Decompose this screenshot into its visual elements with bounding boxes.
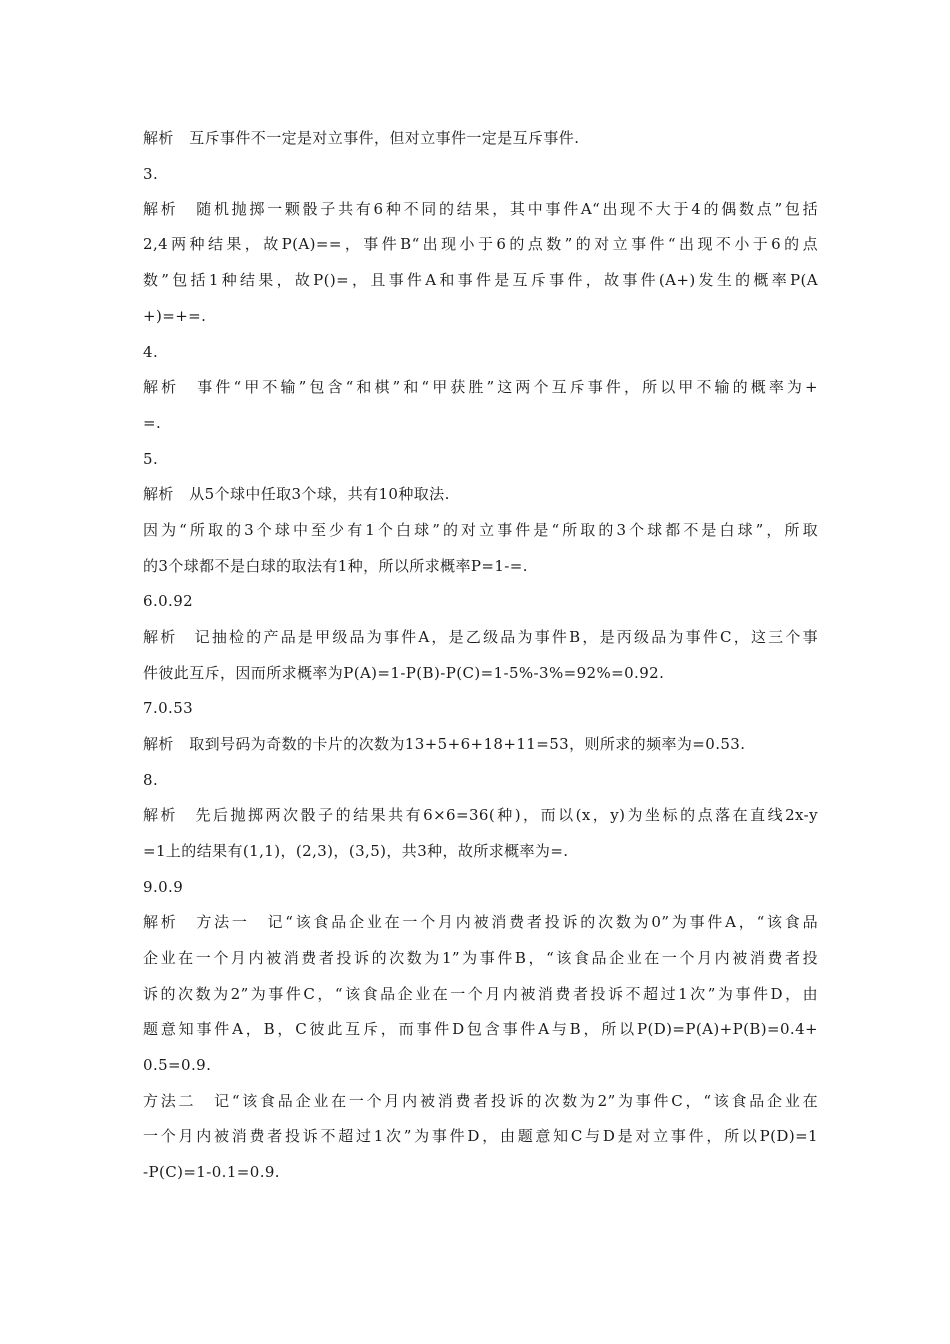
text-line: 2,4两种结果，故P(A)==，事件B“出现小于6的点数”的对立事件“出现不小于6的点 — [143, 235, 818, 253]
text-line: 解析 先后抛掷两次骰子的结果共有6×6=36(种)，而以(x，y)为坐标的点落在直线2x-y — [143, 806, 818, 824]
text-line: 6.0.92 — [143, 592, 194, 610]
text-line: 7.0.53 — [143, 699, 194, 717]
text-line: 解析 互斥事件不一定是对立事件，但对立事件一定是互斥事件. — [143, 129, 580, 147]
text-line: 8. — [143, 771, 159, 789]
text-line: 诉的次数为2”为事件C，“该食品企业在一个月内被消费者投诉不超过1次”为事件D，由 — [143, 985, 818, 1003]
text-line: 解析 取到号码为奇数的卡片的次数为13+5+6+18+11=53，则所求的频率为=0.53. — [143, 735, 746, 753]
text-line: =1上的结果有(1,1)，(2,3)，(3,5)，共3种，故所求概率为=. — [143, 842, 569, 860]
text-line: 方法二 记“该食品企业在一个月内被消费者投诉的次数为2”为事件C，“该食品企业在 — [143, 1092, 818, 1110]
text-line: 企业在一个月内被消费者投诉的次数为1”为事件B，“该食品企业在一个月内被消费者投 — [143, 949, 818, 967]
text-line: 件彼此互斥，因而所求概率为P(A)=1-P(B)-P(C)=1-5%-3%=92%=0.92. — [143, 664, 665, 682]
text-line: +)=+=. — [143, 307, 207, 325]
text-line: -P(C)=1-0.1=0.9. — [143, 1163, 280, 1181]
text-line: 因为“所取的3个球中至少有1个白球”的对立事件是“所取的3个球都不是白球”，所取 — [143, 521, 818, 539]
text-line: 解析 随机抛掷一颗骰子共有6种不同的结果，其中事件A“出现不大于4的偶数点”包括 — [143, 200, 818, 218]
text-line: 解析 方法一 记“该食品企业在一个月内被消费者投诉的次数为0”为事件A，“该食品 — [143, 913, 818, 931]
text-line: =. — [143, 414, 162, 432]
text-line: 5. — [143, 450, 159, 468]
text-line: 3. — [143, 165, 159, 183]
text-line: 解析 事件“甲不输”包含“和棋”和“甲获胜”这两个互斥事件，所以甲不输的概率为+ — [143, 378, 818, 396]
text-line: 数”包括1种结果，故P()=，且事件A和事件是互斥事件，故事件(A+)发生的概率P(A — [143, 271, 818, 289]
text-line: 解析 从5个球中任取3个球，共有10种取法. — [143, 485, 450, 503]
text-line: 4. — [143, 343, 159, 361]
text-line: 9.0.9 — [143, 878, 184, 896]
text-line: 的3个球都不是白球的取法有1种，所以所求概率P=1-=. — [143, 557, 528, 575]
text-line: 题意知事件A，B，C彼此互斥，而事件D包含事件A与B，所以P(D)=P(A)+P(B)=0.4+ — [143, 1020, 818, 1038]
text-line: 一个月内被消费者投诉不超过1次”为事件D，由题意知C与D是对立事件，所以P(D)=1 — [143, 1127, 818, 1145]
text-line: 0.5=0.9. — [143, 1056, 212, 1074]
text-line: 解析 记抽检的产品是甲级品为事件A，是乙级品为事件B，是丙级品为事件C，这三个事 — [143, 628, 818, 646]
